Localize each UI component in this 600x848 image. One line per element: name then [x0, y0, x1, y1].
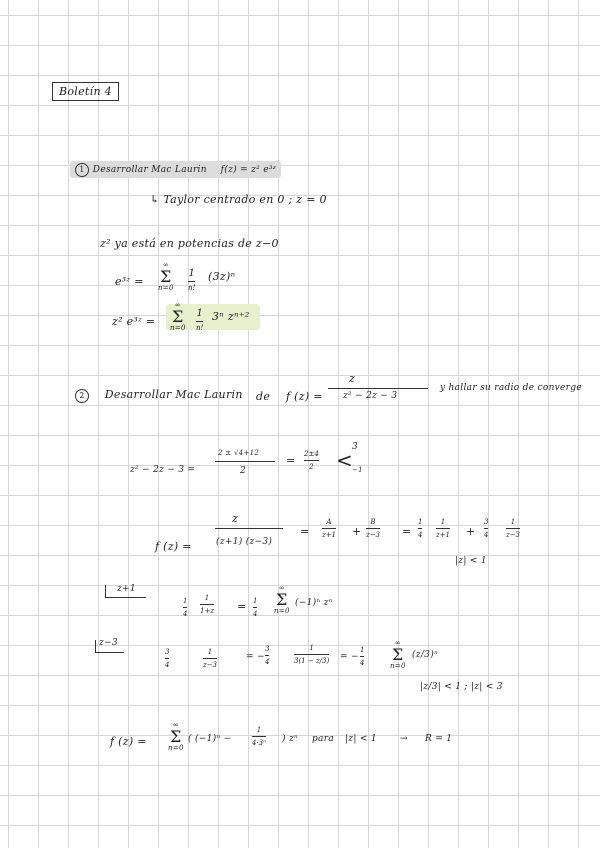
final-term2: ) zⁿ [282, 734, 298, 744]
frac-num: 1 [196, 308, 203, 319]
final-R: R = 1 [425, 734, 453, 744]
frac-num: 1 [253, 597, 258, 605]
root-1: 3 [352, 442, 359, 452]
step-taylor: ↳ Taylor centrado en 0 ; z = 0 [150, 193, 327, 206]
exp-frac [188, 268, 195, 292]
case1-c2 [253, 597, 257, 618]
pf-c2 [484, 518, 488, 539]
exercise-1-heading [70, 161, 281, 178]
roots-eq: = [286, 454, 296, 467]
frac-den: 3(1 − z/3) [294, 657, 330, 665]
f-frac-bar [328, 388, 428, 389]
frac-den: 4 [253, 610, 258, 618]
sum-upper: ∞ [162, 261, 169, 269]
pf-plus2: + [466, 525, 476, 538]
frac-num: 1 [309, 644, 314, 652]
frac-num: 2±4 [304, 450, 319, 458]
pf-c1 [418, 518, 422, 539]
frac-den: 4 [418, 531, 423, 539]
frac-den: 4 [183, 610, 188, 618]
f-num: z [349, 372, 356, 385]
case2-c2 [265, 645, 269, 666]
frac-den: 1+z [200, 607, 215, 615]
pf-num: z [232, 512, 239, 525]
de-text: de [256, 390, 271, 403]
sum-lower: n=0 [158, 284, 174, 292]
case1-eq: = [237, 600, 247, 613]
frac-den: n! [196, 324, 204, 332]
pf-lhs: f (z) = [155, 540, 192, 553]
case1-label: z+1 [117, 584, 136, 594]
final-frac [252, 726, 266, 747]
final-sum [168, 722, 184, 752]
sigma-symbol: Σ [172, 307, 184, 326]
cond-2: |z/3| < 1 ; |z| < 3 [420, 682, 503, 692]
case2-eq2: = − [340, 652, 359, 662]
roots-frac2 [304, 450, 319, 471]
frac-den: z−3 [506, 531, 521, 539]
tail-text: y hallar su radio de converge [440, 383, 582, 393]
page-title: Boletín 4 [52, 82, 119, 101]
frac-den: 4·3ⁿ [252, 739, 266, 747]
res-term: 3ⁿ zⁿ⁺² [212, 310, 250, 323]
frac-num: 1 [440, 518, 446, 526]
res-sum [170, 302, 186, 332]
roots-lhs: z² − 2z − 3 = [130, 465, 196, 475]
final-cond: |z| < 1 [345, 734, 377, 744]
final-lhs: f (z) = [110, 735, 147, 748]
pf-eq: = [300, 525, 310, 538]
heading-text: Desarrollar Mac Laurin [92, 165, 207, 175]
function-text: f(z) = z² e³ᶻ [220, 165, 277, 175]
sum-upper: ∞ [174, 301, 181, 309]
case2-f [203, 648, 217, 669]
frac-den: z+1 [322, 531, 337, 539]
final-para: para [312, 734, 334, 744]
sum-lower: n=0 [168, 744, 184, 752]
case2-eq: = − [246, 652, 265, 662]
sum-lower: n=0 [390, 662, 406, 670]
frac-num: 1 [207, 648, 213, 656]
frac-num: A [326, 518, 332, 526]
exp-term: (3z)ⁿ [208, 270, 236, 283]
pf-A [322, 518, 336, 539]
frac-num: 1 [256, 726, 262, 734]
frac-den: n! [188, 284, 196, 292]
frac-den: z+1 [436, 531, 451, 539]
frac-den: 4 [484, 531, 489, 539]
case2-f2 [294, 644, 329, 665]
f-lhs: f (z) = [286, 390, 323, 403]
case2-term: (z/3)ⁿ [412, 650, 438, 660]
frac-den: 2 [309, 463, 314, 471]
case2-sum [390, 640, 406, 670]
pf-t1 [436, 518, 450, 539]
case1-term: (−1)ⁿ zⁿ [295, 598, 333, 608]
pf-frac-bar [215, 528, 283, 529]
sum-lower: n=0 [170, 324, 186, 332]
pf-den: (z+1) (z−3) [216, 537, 273, 547]
case1-f [200, 594, 214, 615]
pf-plus: + [352, 525, 362, 538]
exp-sum [158, 262, 174, 292]
res-frac [196, 308, 203, 332]
sigma-symbol: Σ [170, 727, 182, 746]
final-term: ( (−1)ⁿ − [188, 734, 232, 744]
frac-num: B [370, 518, 376, 526]
frac-den: 4 [265, 658, 270, 666]
frac-num: 1 [510, 518, 516, 526]
frac-num: 3 [165, 648, 170, 656]
case2-c3 [360, 646, 364, 667]
frac-num: 3 [265, 645, 270, 653]
case1-c [183, 597, 187, 618]
frac-den: z−3 [203, 661, 218, 669]
f-den: z² − 2z − 3 [343, 391, 398, 401]
sum-upper: ∞ [394, 639, 401, 647]
roots-den: 2 [240, 466, 247, 476]
pf-B [366, 518, 380, 539]
frac-num: 3 [484, 518, 489, 526]
sigma-symbol: Σ [392, 645, 404, 664]
case2-label: z−3 [99, 638, 118, 648]
cond-1: |z| < 1 [455, 556, 487, 566]
frac-num: 1 [183, 597, 188, 605]
step-powers: z² ya está en potencias de z−0 [100, 237, 279, 250]
pf-eq2: = [402, 525, 412, 538]
heading-text: Desarrollar Mac Laurin [104, 388, 243, 401]
case1-sum [274, 585, 290, 615]
root-2: −1 [352, 466, 363, 474]
sigma-symbol: Σ [160, 267, 172, 286]
sigma-symbol: Σ [276, 590, 288, 609]
frac-den: z−3 [366, 531, 381, 539]
frac-den: 4 [360, 659, 365, 667]
final-arrow: → [400, 734, 408, 744]
exercise-number: 1 [75, 163, 89, 177]
sum-upper: ∞ [278, 584, 285, 592]
res-lhs: z² e³ᶻ = [112, 315, 156, 328]
roots-brace: < [336, 448, 354, 472]
roots-frac-bar [215, 461, 275, 462]
case2-c [165, 648, 169, 669]
frac-num: 1 [360, 646, 365, 654]
roots-num: 2 ± √4+12 [218, 449, 260, 457]
exercise-number: 2 [75, 389, 89, 403]
sum-upper: ∞ [172, 721, 179, 729]
pf-t2 [506, 518, 520, 539]
exp-lhs: e³ᶻ = [115, 275, 144, 288]
frac-num: 1 [188, 268, 195, 279]
sum-lower: n=0 [274, 607, 290, 615]
frac-num: 1 [204, 594, 210, 602]
frac-num: 1 [418, 518, 423, 526]
exercise-2-heading [75, 388, 243, 403]
frac-den: 4 [165, 661, 170, 669]
